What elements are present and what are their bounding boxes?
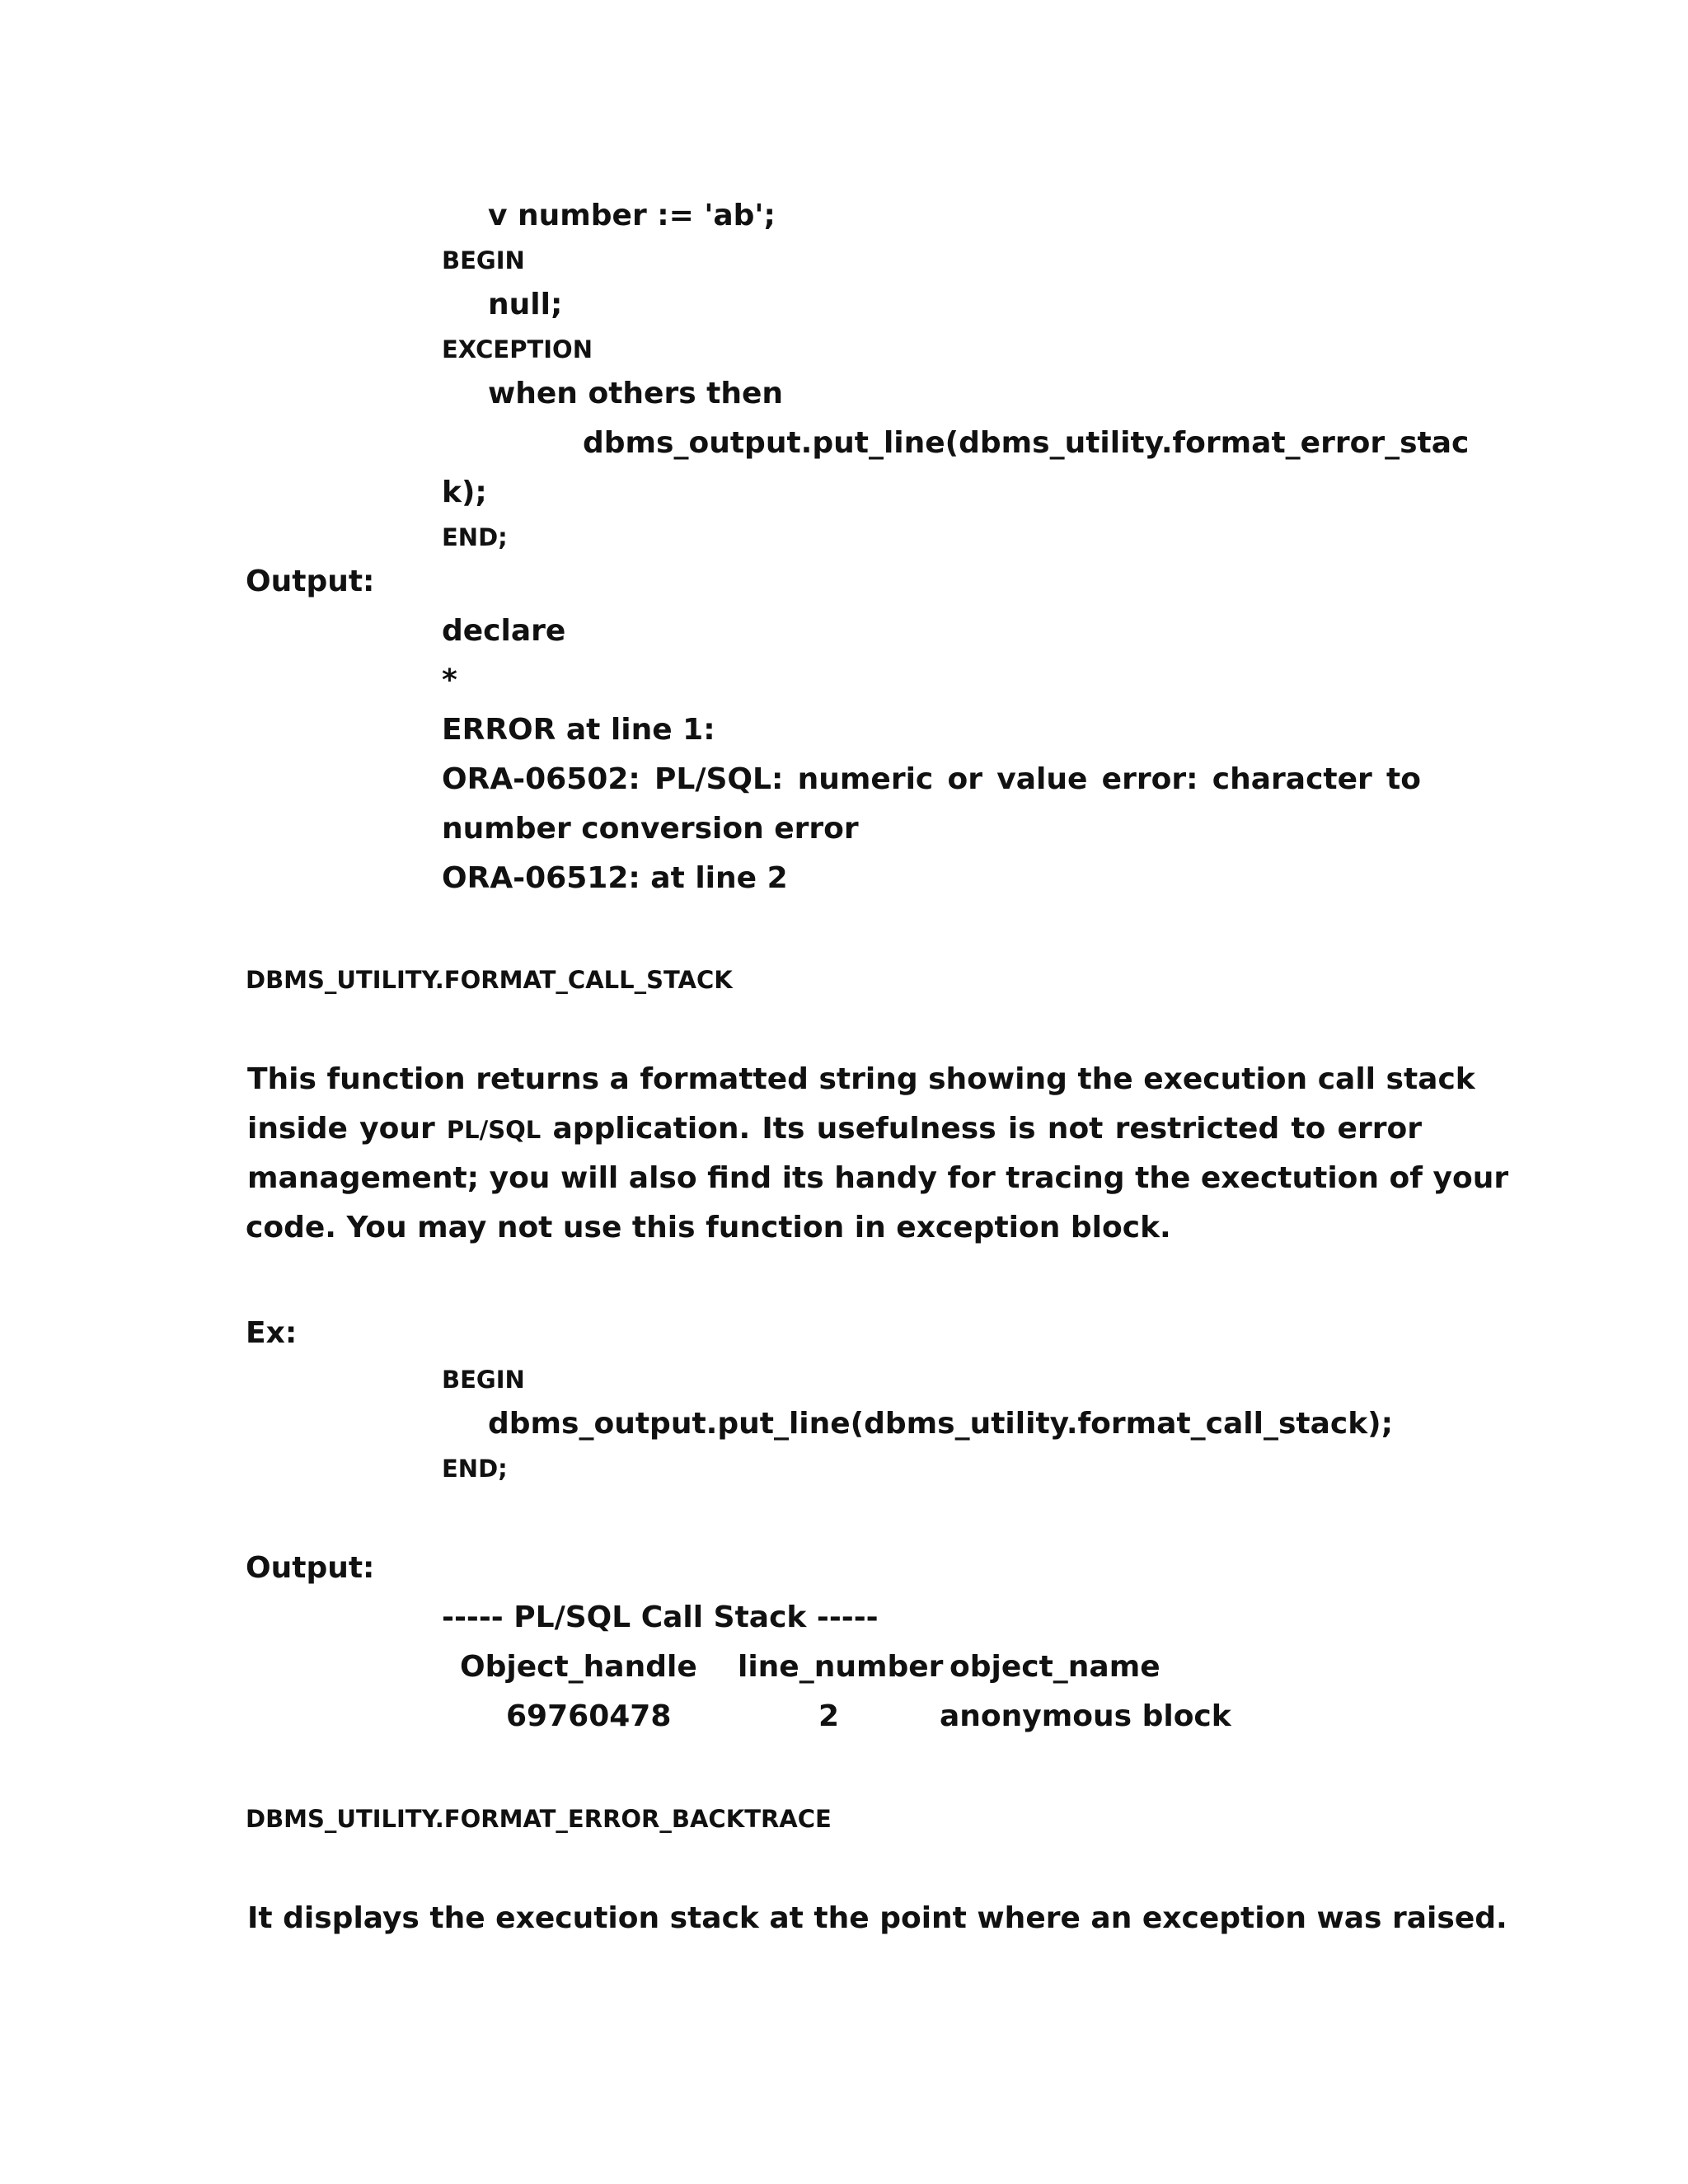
column-header: Object_handle: [460, 1650, 697, 1684]
call-stack-header: ----- PL/SQL Call Stack -----: [442, 1601, 879, 1634]
code-line: k);: [442, 476, 487, 509]
section-heading: DBMS_UTILITY.FORMAT_CALL_STACK: [246, 966, 733, 994]
example-label: Ex:: [246, 1316, 298, 1350]
output-line: number conversion error: [442, 812, 859, 846]
code-line: v number := 'ab';: [488, 199, 776, 232]
paragraph-text: application. Its usefulness is not restricted to error: [552, 1112, 1422, 1146]
code-keyword-end: END;: [442, 1455, 508, 1483]
code-line: null;: [488, 288, 563, 321]
code-line: dbms_output.put_line(dbms_utility.format_error_stac: [583, 426, 1470, 460]
section-heading: DBMS_UTILITY.FORMAT_ERROR_BACKTRACE: [246, 1805, 832, 1833]
output-line: declare: [442, 614, 566, 648]
column-header: object_name: [950, 1650, 1160, 1684]
code-line: when others then: [488, 377, 784, 410]
paragraph-line: code. You may not use this function in exception block.: [246, 1211, 1171, 1244]
code-line: dbms_output.put_line(dbms_utility.format_call_stack);: [488, 1407, 1394, 1441]
inline-keyword: PL/SQL: [446, 1116, 542, 1144]
code-keyword-exception: EXCEPTION: [442, 335, 593, 363]
table-cell: 2: [818, 1699, 840, 1733]
output-label: Output:: [246, 1551, 375, 1585]
code-keyword-end: END;: [442, 523, 508, 551]
code-keyword-begin: BEGIN: [442, 1366, 525, 1394]
paragraph-text: inside your: [247, 1112, 435, 1146]
output-line: ORA-06502: PL/SQL: numeric or value error: character to: [442, 762, 1421, 796]
output-line: ERROR at line 1:: [442, 713, 715, 747]
table-cell: 69760478: [506, 1699, 672, 1733]
paragraph-line: It displays the execution stack at the point where an exception was raised.: [247, 1901, 1507, 1935]
table-cell: anonymous block: [940, 1699, 1231, 1733]
paragraph-line: management; you will also find its handy for tracing the exectution of your: [247, 1161, 1509, 1195]
code-keyword-begin: BEGIN: [442, 246, 525, 274]
output-label: Output:: [246, 565, 375, 598]
column-header: line_number: [738, 1650, 944, 1684]
output-line: *: [442, 663, 457, 697]
paragraph-line: This function returns a formatted string showing the execution call stack: [247, 1062, 1475, 1096]
output-line: ORA-06512: at line 2: [442, 861, 788, 895]
paragraph-line: [247, 1114, 1422, 1144]
